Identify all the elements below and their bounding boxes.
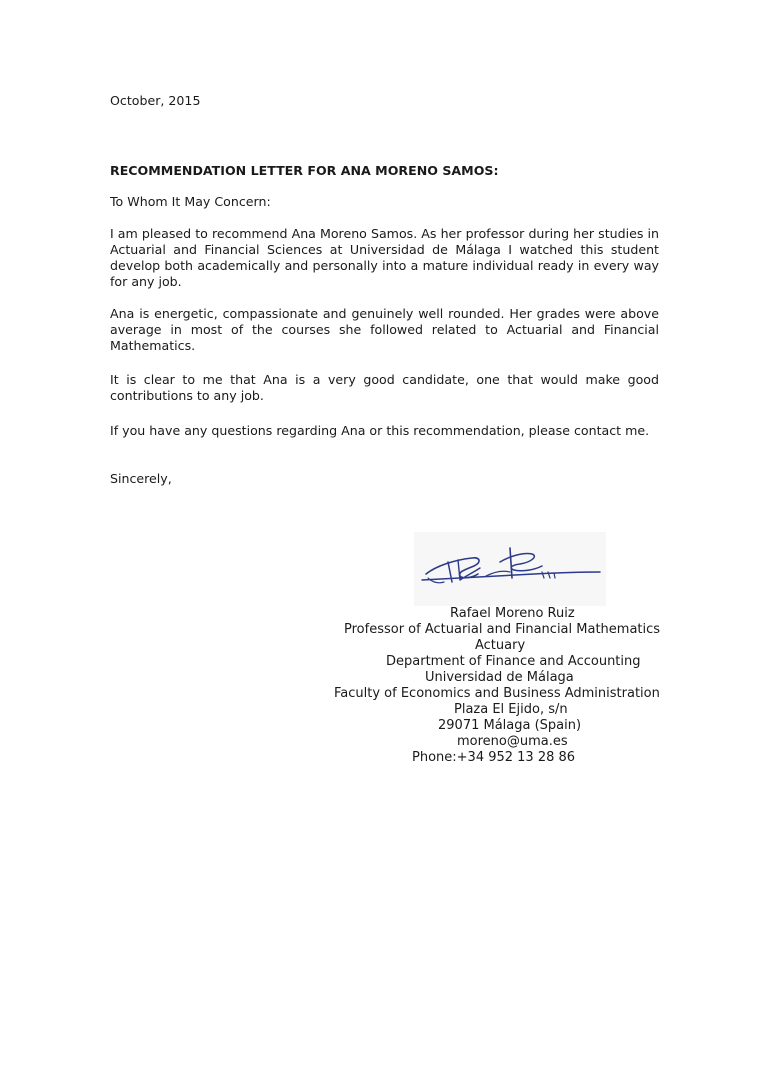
signer-university: Universidad de Málaga [425, 670, 574, 685]
signer-faculty: Faculty of Economics and Business Administration [334, 686, 660, 701]
body-paragraph-2: Ana is energetic, compassionate and genuinely well rounded. Her grades were above average in most of the courses she followed related to Actuarial and Financial Mathematics. [110, 306, 659, 353]
letter-date: October, 2015 [110, 93, 201, 108]
signer-name: Rafael Moreno Ruiz [450, 606, 575, 621]
signer-phone: Phone:+34 952 13 28 86 [412, 750, 576, 765]
signer-title: Professor of Actuarial and Financial Mathematics [344, 622, 661, 637]
body-paragraph-4: If you have any questions regarding Ana or this recommendation, please contact me. [110, 423, 650, 438]
body-paragraph-3: It is clear to me that Ana is a very good candidate, one that would make good contributions to any job. [110, 372, 659, 403]
letter-heading: RECOMMENDATION LETTER FOR ANA MORENO SAMOS: [110, 163, 499, 178]
letter-closing: Sincerely, [110, 471, 172, 486]
letter-salutation: To Whom It May Concern: [110, 194, 271, 209]
signer-city: 29071 Málaga (Spain) [438, 718, 582, 733]
body-paragraph-1: I am pleased to recommend Ana Moreno Samos. As her professor during her studies in Actuarial and Financial Sciences at Universidad de Málaga I watched this student develop both academically and personally into a mature individual ready in every way for any job. [110, 226, 659, 289]
signer-role: Actuary [475, 638, 526, 653]
signer-email[interactable]: moreno@uma.es [457, 734, 568, 749]
signer-street: Plaza El Ejido, s/n [454, 702, 568, 717]
signer-department: Department of Finance and Accounting [386, 654, 641, 669]
handwritten-signature [414, 532, 606, 606]
